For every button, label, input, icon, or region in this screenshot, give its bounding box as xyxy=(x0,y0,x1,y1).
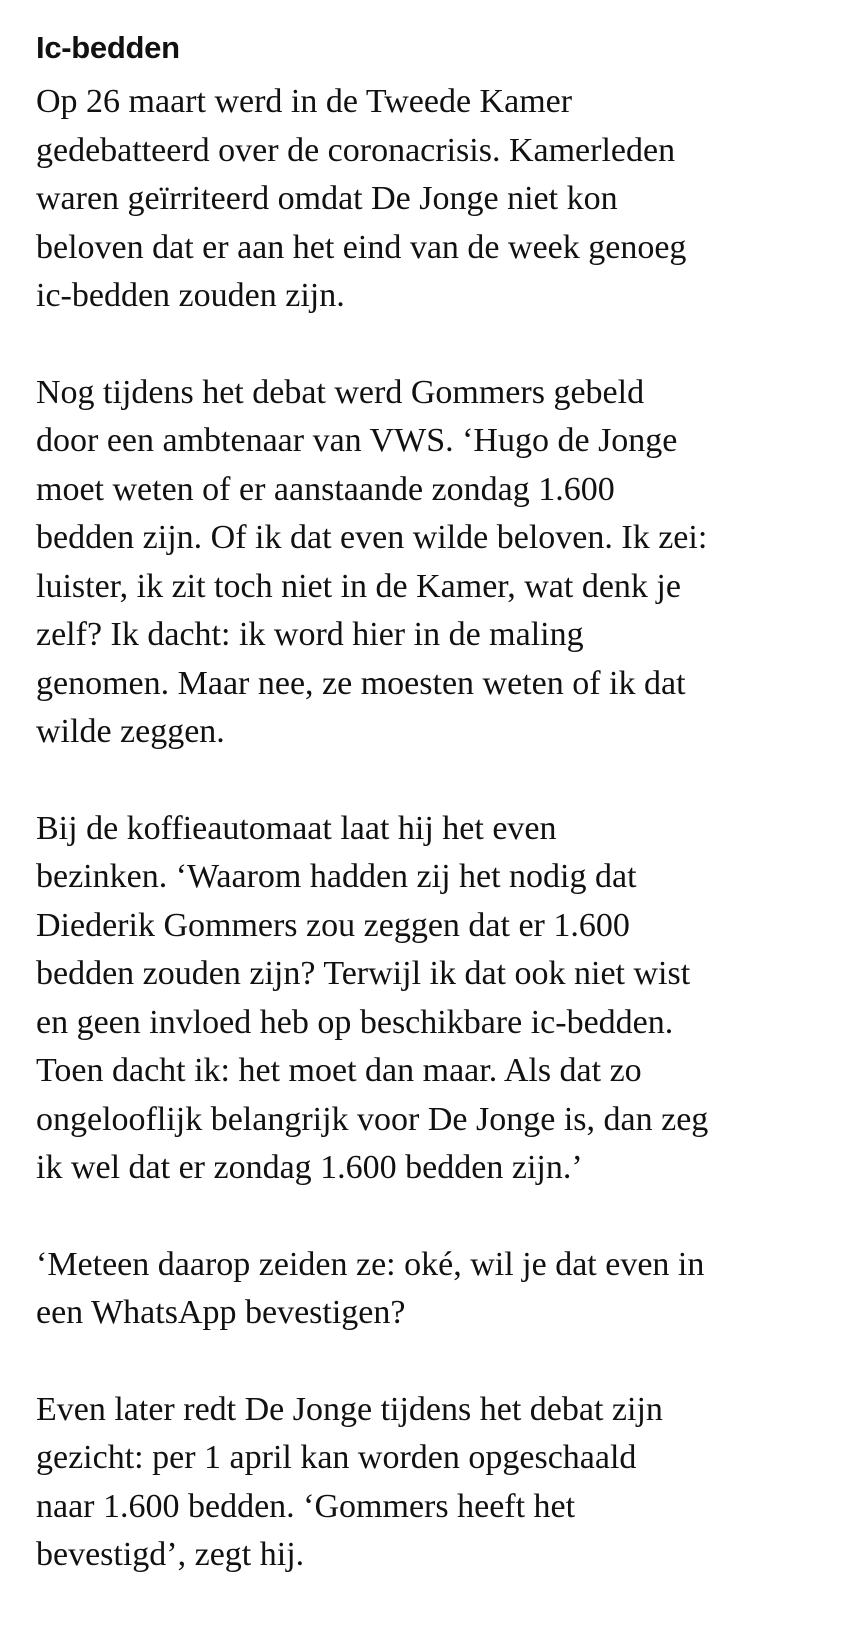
paragraph-line: ik wel dat er zondag 1.600 bedden zijn.’ xyxy=(36,1149,583,1186)
paragraph-line: Bij de koffieautomaat laat hij het even xyxy=(36,809,557,847)
article xyxy=(36,28,836,1628)
paragraph-line: Diederik Gommers zou zeggen dat er 1.600 xyxy=(36,906,630,944)
paragraph-line: beloven dat er aan het eind van de week genoeg xyxy=(36,228,687,266)
paragraph-line: Toen dacht ik: het moet dan maar. Als dat zo xyxy=(36,1052,642,1089)
paragraph-line: zelf? Ik dacht: ik word hier in de maling xyxy=(36,616,584,653)
paragraph-line: Op 26 maart werd in de Tweede Kamer xyxy=(36,83,573,120)
paragraph-line: gezicht: per 1 april kan worden opgeschaald xyxy=(36,1439,637,1476)
paragraph-line: bevestigd’, zegt hij. xyxy=(36,1536,305,1573)
paragraph-line: gedebatteerd over de coronacrisis. Kamerleden xyxy=(36,131,676,169)
paragraph-line: Nog tijdens het debat werd Gommers gebeld xyxy=(36,373,645,411)
paragraph-line: ic-bedden zouden zijn. xyxy=(36,277,345,314)
paragraph-line: Even later redt De Jonge tijdens het debat zijn xyxy=(36,1390,663,1428)
paragraph-2 xyxy=(36,369,836,757)
paragraph-line: wilde zeggen. xyxy=(36,713,225,750)
paragraph-line: en geen invloed heb op beschikbare ic-bedden. xyxy=(36,1003,674,1041)
paragraph-line: luister, ik zit toch niet in de Kamer, wat denk je xyxy=(36,567,681,605)
paragraph-line: naar 1.600 bedden. ‘Gommers heeft het xyxy=(36,1487,576,1525)
paragraph-line: een WhatsApp bevestigen? xyxy=(36,1294,406,1331)
paragraph-line: moet weten of er aanstaande zondag 1.600 xyxy=(36,470,615,508)
paragraph-1 xyxy=(36,78,836,321)
paragraph-line: waren geïrriteerd omdat De Jonge niet kon xyxy=(36,180,618,217)
paragraph-5 xyxy=(36,1386,836,1580)
paragraph-line: genomen. Maar nee, ze moesten weten of ik dat xyxy=(36,664,686,702)
paragraph-line: ‘Meteen daarop zeiden ze: oké, wil je dat even in xyxy=(36,1245,705,1283)
paragraph-4 xyxy=(36,1241,836,1338)
paragraph-line: bedden zijn. Of ik dat even wilde beloven. Ik zei: xyxy=(36,519,708,556)
section-heading: Ic-bedden xyxy=(36,30,180,65)
paragraph-line: door een ambtenaar van VWS. ‘Hugo de Jonge xyxy=(36,422,678,459)
paragraph-line: ongelooflijk belangrijk voor De Jonge is, dan zeg xyxy=(36,1100,709,1138)
paragraph-line: bezinken. ‘Waarom hadden zij het nodig dat xyxy=(36,858,637,895)
paragraph-3 xyxy=(36,805,836,1193)
paragraph-line: bedden zouden zijn? Terwijl ik dat ook niet wist xyxy=(36,955,691,992)
